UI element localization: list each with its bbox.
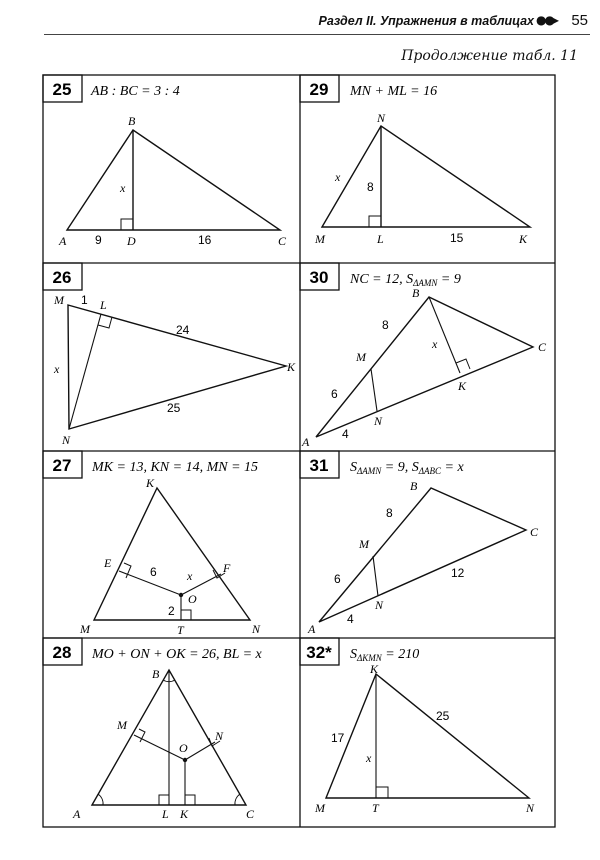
unknown-label: x — [335, 170, 341, 184]
vertex-label: N — [375, 598, 384, 612]
condition: AB : BC = 3 : 4 — [91, 84, 180, 99]
vertex-label: C — [278, 234, 287, 248]
length-value: 15 — [450, 231, 464, 245]
length-value: 8 — [367, 180, 374, 194]
section-title: Раздел II. Упражнения в таблицах — [318, 14, 534, 28]
vertex-label: M — [80, 622, 90, 636]
vertex-label: A — [302, 435, 310, 449]
vertex-label: L — [100, 298, 107, 312]
exercise-number: 31 — [309, 456, 329, 475]
condition: MN + ML = 16 — [350, 84, 438, 99]
length-value: 8 — [382, 318, 389, 332]
vertex-label: A — [308, 622, 316, 636]
condition-subscript: ΔKMN — [357, 653, 382, 663]
unknown-label: x — [187, 569, 193, 583]
vertex-label: M — [315, 801, 325, 815]
condition-part: NC = 12, S — [350, 272, 414, 287]
exercise-number: 32* — [306, 643, 332, 662]
vertex-label: B — [410, 479, 418, 493]
vertex-label: C — [246, 807, 255, 821]
length-value: 6 — [331, 387, 338, 401]
condition-subscript: ΔABC — [418, 466, 442, 476]
vertex-label: N — [377, 111, 386, 125]
cell-25 — [43, 75, 287, 248]
length-value: 25 — [167, 401, 181, 415]
vertex-label: N — [374, 414, 383, 428]
condition-part: = 9 — [437, 272, 461, 287]
continuation-note: Продолжение табл. 11 — [401, 48, 578, 64]
vertex-label: K — [180, 807, 189, 821]
condition — [350, 647, 419, 663]
unknown-label: x — [432, 337, 438, 351]
unknown-label: x — [366, 751, 372, 765]
vertex-label: A — [59, 234, 67, 248]
length-value: 4 — [342, 427, 349, 441]
length-value: 12 — [451, 566, 465, 580]
length-value: 16 — [198, 233, 212, 247]
vertex-label: T — [177, 623, 184, 637]
exercise-number: 25 — [52, 80, 72, 99]
vertex-label: L — [377, 232, 384, 246]
length-value: 8 — [386, 506, 393, 520]
vertex-label: M — [315, 232, 325, 246]
vertex-label: B — [152, 667, 160, 681]
vertex-label: N — [526, 801, 535, 815]
vertex-label: C — [530, 525, 539, 539]
unknown-label: x — [54, 362, 60, 376]
vertex-label: K — [370, 662, 379, 676]
condition-subscript: ΔAMN — [413, 278, 438, 288]
length-value: 6 — [334, 572, 341, 586]
vertex-label: A — [73, 807, 81, 821]
vertex-label: L — [162, 807, 169, 821]
cell-32 — [300, 638, 535, 815]
exercise-number: 28 — [52, 643, 72, 662]
unknown-label: x — [120, 181, 126, 195]
vertex-label: B — [412, 286, 420, 300]
vertex-label: N — [252, 622, 261, 636]
condition-part: S — [350, 647, 357, 662]
length-value: 25 — [436, 709, 450, 723]
vertex-label: O — [179, 741, 188, 755]
condition: MK = 13, KN = 14, MN = 15 — [92, 460, 259, 475]
vertex-label: B — [128, 114, 136, 128]
cell-31 — [300, 451, 539, 636]
vertex-label: N — [215, 729, 224, 743]
vertex-label: T — [372, 801, 379, 815]
length-value: 4 — [347, 612, 354, 626]
exercise-number: 27 — [52, 456, 72, 475]
length-value: 1 — [81, 293, 88, 307]
vertex-label: M — [359, 537, 369, 551]
length-value: 17 — [331, 731, 345, 745]
page-number: 55 — [571, 12, 588, 29]
cell-27 — [43, 451, 261, 637]
cell-30 — [300, 263, 547, 449]
vertex-label: F — [223, 561, 231, 575]
length-value: 9 — [95, 233, 102, 247]
vertex-label: M — [117, 718, 127, 732]
vertex-label: M — [356, 350, 366, 364]
condition-part: S — [350, 460, 357, 475]
exercise-number: 30 — [309, 268, 329, 287]
vertex-label: K — [146, 476, 155, 490]
cell-29 — [300, 75, 530, 246]
header-bullets: ●●▸ — [536, 13, 557, 27]
condition-part: = 210 — [381, 647, 420, 662]
vertex-label: M — [54, 293, 64, 307]
exercise-number: 29 — [309, 80, 329, 99]
vertex-label: D — [127, 234, 136, 248]
condition: MO + ON + OK = 26, BL = x — [92, 647, 262, 662]
length-value: 24 — [176, 323, 190, 337]
cell-28 — [43, 638, 263, 821]
condition-subscript: ΔAMN — [357, 466, 382, 476]
vertex-label: O — [188, 592, 197, 606]
condition-part: = x — [441, 460, 464, 475]
vertex-label: K — [458, 379, 467, 393]
condition — [349, 272, 461, 288]
vertex-label: C — [538, 340, 547, 354]
condition — [350, 460, 464, 476]
cell-26 — [43, 263, 296, 447]
vertex-label: N — [62, 433, 71, 447]
vertex-label: K — [287, 360, 296, 374]
length-value: 6 — [150, 565, 157, 579]
vertex-label: E — [104, 556, 112, 570]
condition-part: = 9, S — [381, 460, 419, 475]
exercise-number: 26 — [52, 268, 72, 287]
vertex-label: K — [519, 232, 528, 246]
length-value: 2 — [168, 604, 175, 618]
